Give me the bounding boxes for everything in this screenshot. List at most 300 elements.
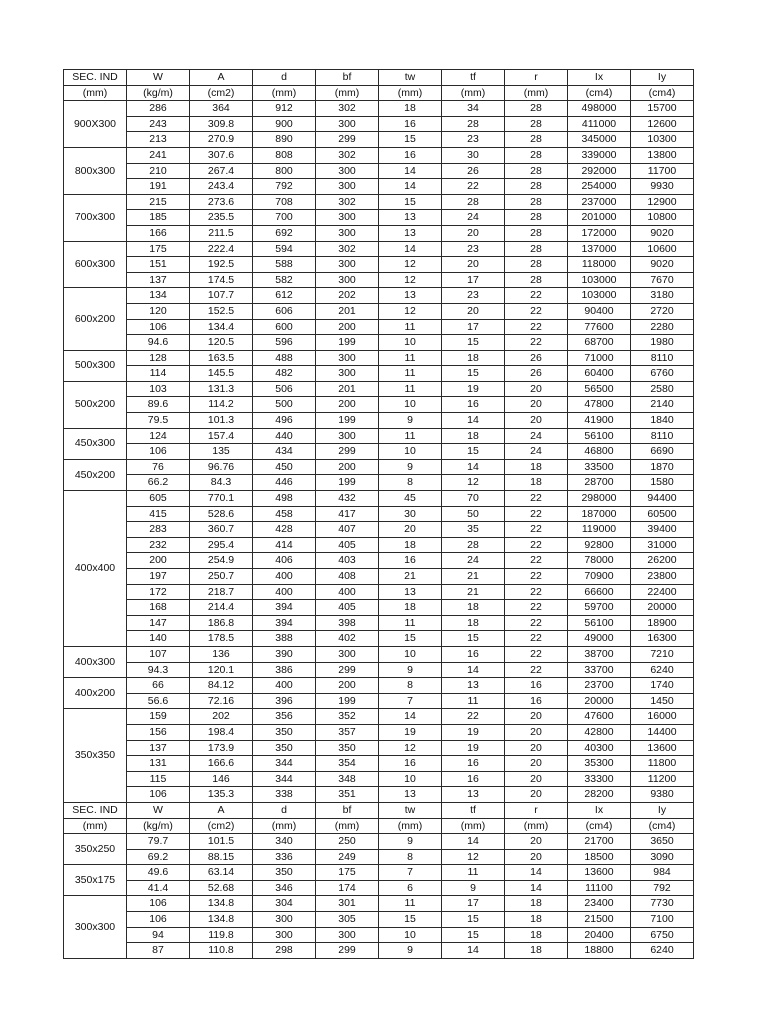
table-cell: 612 (253, 288, 316, 304)
table-cell: 186.8 (190, 615, 253, 631)
table-cell: 21 (442, 569, 505, 585)
table-cell: 506 (253, 381, 316, 397)
table-cell: 299 (316, 444, 379, 460)
table-cell: 11 (379, 319, 442, 335)
table-cell: 2720 (631, 303, 694, 319)
table-cell: 22 (505, 600, 568, 616)
table-row (64, 584, 694, 600)
table-cell: 47800 (568, 397, 631, 413)
table-cell: 708 (253, 194, 316, 210)
table-cell: 16 (505, 693, 568, 709)
table-cell: 21 (379, 569, 442, 585)
table-cell: 79.7 (127, 834, 190, 850)
table-cell: 808 (253, 147, 316, 163)
table-row (64, 834, 694, 850)
table-cell: 20 (442, 225, 505, 241)
table-cell: 92800 (568, 537, 631, 553)
table-cell: 22 (505, 319, 568, 335)
table-cell: 18 (442, 428, 505, 444)
table-cell: 13 (379, 225, 442, 241)
table-row (64, 257, 694, 273)
table-cell: 304 (253, 896, 316, 912)
table-cell: 96.76 (190, 459, 253, 475)
table-cell: 270.9 (190, 132, 253, 148)
table-cell: 11 (379, 615, 442, 631)
table-cell: 13800 (631, 147, 694, 163)
table-cell: 213 (127, 132, 190, 148)
table-cell: 22 (442, 179, 505, 195)
table-cell: 14 (442, 459, 505, 475)
table-cell: 10 (379, 771, 442, 787)
table-cell: 94 (127, 927, 190, 943)
table-cell: 338 (253, 787, 316, 803)
table-cell: 3180 (631, 288, 694, 304)
table-cell: 28 (505, 179, 568, 195)
table-cell: 300 (316, 646, 379, 662)
table-row (64, 366, 694, 382)
table-cell: 94400 (631, 491, 694, 507)
table-cell: 770.1 (190, 491, 253, 507)
table-cell: 26 (505, 350, 568, 366)
table-cell: 394 (253, 615, 316, 631)
table-cell: 7210 (631, 646, 694, 662)
table-cell: 20 (505, 771, 568, 787)
table-cell: 14 (442, 413, 505, 429)
table-cell: 2280 (631, 319, 694, 335)
table-cell: 14 (379, 179, 442, 195)
table-cell: 405 (316, 600, 379, 616)
unit-header: (mm) (505, 85, 568, 101)
table-cell: 22 (505, 569, 568, 585)
unit-header: (mm) (64, 85, 127, 101)
table-row (64, 272, 694, 288)
table-cell: 344 (253, 756, 316, 772)
table-cell: 900 (253, 116, 316, 132)
table-cell: 71000 (568, 350, 631, 366)
table-cell: 11 (379, 428, 442, 444)
table-cell: 21500 (568, 912, 631, 928)
table-cell: 119.8 (190, 927, 253, 943)
table-cell: 340 (253, 834, 316, 850)
table-cell: 70900 (568, 569, 631, 585)
table-cell: 22 (505, 506, 568, 522)
column-header: Ix (568, 70, 631, 86)
table-cell: 56100 (568, 428, 631, 444)
table-cell: 350 (253, 865, 316, 881)
table-cell: 49000 (568, 631, 631, 647)
unit-header: (mm) (316, 85, 379, 101)
table-cell: 23 (442, 288, 505, 304)
table-cell: 11 (442, 693, 505, 709)
table-cell: 594 (253, 241, 316, 257)
table-cell: 19 (442, 724, 505, 740)
table-cell: 185 (127, 210, 190, 226)
table-cell: 159 (127, 709, 190, 725)
table-cell: 890 (253, 132, 316, 148)
table-cell: 87 (127, 943, 190, 959)
table-cell: 15 (379, 194, 442, 210)
section-designation: 350x175 (64, 865, 127, 896)
table-cell: 22 (505, 288, 568, 304)
table-cell: 173.9 (190, 740, 253, 756)
table-cell: 1740 (631, 678, 694, 694)
table-cell: 364 (190, 101, 253, 117)
table-row (64, 693, 694, 709)
table-cell: 22 (505, 303, 568, 319)
table-row (64, 537, 694, 553)
table-cell: 396 (253, 693, 316, 709)
table-cell: 406 (253, 553, 316, 569)
table-cell: 300 (316, 366, 379, 382)
table-cell: 18 (379, 537, 442, 553)
table-cell: 28 (505, 132, 568, 148)
table-cell: 10 (379, 335, 442, 351)
table-cell: 199 (316, 413, 379, 429)
table-cell: 106 (127, 896, 190, 912)
table-cell: 1450 (631, 693, 694, 709)
table-cell: 22400 (631, 584, 694, 600)
table-cell: 137 (127, 740, 190, 756)
section-designation: 400x300 (64, 646, 127, 677)
table-cell: 16 (442, 646, 505, 662)
table-cell: 600 (253, 319, 316, 335)
table-cell: 20 (442, 303, 505, 319)
table-cell: 18 (505, 475, 568, 491)
unit-header: (cm4) (568, 818, 631, 834)
table-cell: 49.6 (127, 865, 190, 881)
table-cell: 11 (442, 865, 505, 881)
unit-header: (mm) (379, 818, 442, 834)
section-designation: 350x250 (64, 834, 127, 865)
table-cell: 13600 (568, 865, 631, 881)
section-properties-sheet (63, 69, 693, 959)
table-cell: 28 (505, 116, 568, 132)
table-cell: 15 (442, 366, 505, 382)
table-cell: 35 (442, 522, 505, 538)
table-row (64, 912, 694, 928)
table-cell: 984 (631, 865, 694, 881)
table-row (64, 849, 694, 865)
section-designation: 500x200 (64, 381, 127, 428)
table-cell: 41900 (568, 413, 631, 429)
table-cell: 63.14 (190, 865, 253, 881)
table-cell: 250.7 (190, 569, 253, 585)
table-cell: 309.8 (190, 116, 253, 132)
unit-header: (cm4) (631, 818, 694, 834)
table-cell: 135.3 (190, 787, 253, 803)
table-row (64, 709, 694, 725)
table-cell: 28 (442, 194, 505, 210)
table-cell: 134 (127, 288, 190, 304)
table-cell: 528.6 (190, 506, 253, 522)
table-cell: 15 (442, 631, 505, 647)
table-cell: 172000 (568, 225, 631, 241)
table-cell: 211.5 (190, 225, 253, 241)
table-cell: 24 (505, 428, 568, 444)
table-cell: 408 (316, 569, 379, 585)
table-cell: 20 (505, 381, 568, 397)
table-cell: 18800 (568, 943, 631, 959)
table-cell: 24 (442, 210, 505, 226)
table-cell: 12 (379, 257, 442, 273)
table-cell: 13 (379, 210, 442, 226)
table-cell: 52.68 (190, 880, 253, 896)
table-cell: 15 (442, 927, 505, 943)
table-cell: 33700 (568, 662, 631, 678)
table-cell: 300 (316, 116, 379, 132)
table-cell: 302 (316, 101, 379, 117)
table-cell: 120.5 (190, 335, 253, 351)
unit-header: (mm) (505, 818, 568, 834)
table-cell: 400 (253, 678, 316, 694)
table-cell: 10800 (631, 210, 694, 226)
table-cell: 28 (505, 257, 568, 273)
table-row (64, 522, 694, 538)
table-cell: 79.5 (127, 413, 190, 429)
table-cell: 18 (442, 350, 505, 366)
column-header: W (127, 802, 190, 818)
table-cell: 300 (253, 912, 316, 928)
table-cell: 300 (316, 272, 379, 288)
table-row (64, 678, 694, 694)
table-cell: 22 (505, 662, 568, 678)
table-cell: 33500 (568, 459, 631, 475)
table-cell: 21700 (568, 834, 631, 850)
column-header: tf (442, 70, 505, 86)
table-cell: 7670 (631, 272, 694, 288)
table-row (64, 319, 694, 335)
table-cell: 20 (505, 397, 568, 413)
table-row (64, 428, 694, 444)
table-cell: 60400 (568, 366, 631, 382)
section-designation: 400x400 (64, 491, 127, 647)
table-cell: 283 (127, 522, 190, 538)
table-cell: 605 (127, 491, 190, 507)
table-cell: 22 (505, 335, 568, 351)
table-cell: 386 (253, 662, 316, 678)
table-cell: 66 (127, 678, 190, 694)
table-row (64, 865, 694, 881)
table-cell: 11 (379, 350, 442, 366)
section-designation: 900X300 (64, 101, 127, 148)
unit-header: (cm2) (190, 85, 253, 101)
table-cell: 20 (505, 413, 568, 429)
table-cell: 178.5 (190, 631, 253, 647)
table-cell: 351 (316, 787, 379, 803)
table-cell: 103000 (568, 288, 631, 304)
table-cell: 300 (316, 927, 379, 943)
table-row (64, 350, 694, 366)
table-cell: 106 (127, 319, 190, 335)
table-cell: 198.4 (190, 724, 253, 740)
table-cell: 28 (505, 194, 568, 210)
table-cell: 336 (253, 849, 316, 865)
table-cell: 77600 (568, 319, 631, 335)
table-cell: 89.6 (127, 397, 190, 413)
table-cell: 22 (505, 584, 568, 600)
table-cell: 18 (442, 600, 505, 616)
table-cell: 66.2 (127, 475, 190, 491)
table-cell: 22 (505, 522, 568, 538)
table-cell: 407 (316, 522, 379, 538)
table-cell: 300 (316, 257, 379, 273)
table-cell: 192.5 (190, 257, 253, 273)
table-cell: 11200 (631, 771, 694, 787)
table-row (64, 116, 694, 132)
table-cell: 47600 (568, 709, 631, 725)
table-row (64, 132, 694, 148)
table-cell: 243 (127, 116, 190, 132)
table-cell: 30 (442, 147, 505, 163)
table-cell: 128 (127, 350, 190, 366)
table-cell: 15 (442, 335, 505, 351)
column-header: Ix (568, 802, 631, 818)
table-row (64, 943, 694, 959)
table-cell: 199 (316, 693, 379, 709)
unit-header: (mm) (379, 85, 442, 101)
column-header: tw (379, 802, 442, 818)
column-header: d (253, 70, 316, 86)
column-header: SEC. IND (64, 70, 127, 86)
table-cell: 8 (379, 678, 442, 694)
table-cell: 120.1 (190, 662, 253, 678)
table-cell: 14 (379, 709, 442, 725)
table-row (64, 756, 694, 772)
table-cell: 15 (379, 912, 442, 928)
table-cell: 23800 (631, 569, 694, 585)
table-cell: 428 (253, 522, 316, 538)
table-cell: 402 (316, 631, 379, 647)
table-cell: 8110 (631, 428, 694, 444)
table-cell: 41.4 (127, 880, 190, 896)
table-cell: 12 (379, 303, 442, 319)
table-cell: 199 (316, 475, 379, 491)
table-cell: 94.3 (127, 662, 190, 678)
table-row (64, 179, 694, 195)
table-cell: 12 (379, 740, 442, 756)
table-cell: 11100 (568, 880, 631, 896)
table-cell: 200 (316, 459, 379, 475)
table-cell: 411000 (568, 116, 631, 132)
table-cell: 307.6 (190, 147, 253, 163)
table-cell: 163.5 (190, 350, 253, 366)
table-cell: 16 (379, 553, 442, 569)
table-row (64, 896, 694, 912)
table-cell: 405 (316, 537, 379, 553)
table-cell: 13600 (631, 740, 694, 756)
column-header: tw (379, 70, 442, 86)
unit-header: (mm) (316, 818, 379, 834)
table-cell: 498000 (568, 101, 631, 117)
table-cell: 400 (316, 584, 379, 600)
table-cell: 18900 (631, 615, 694, 631)
section-designation: 350x350 (64, 709, 127, 803)
table-cell: 9 (379, 413, 442, 429)
table-cell: 152.5 (190, 303, 253, 319)
table-cell: 18 (505, 912, 568, 928)
table-row (64, 553, 694, 569)
table-cell: 131 (127, 756, 190, 772)
table-cell: 66600 (568, 584, 631, 600)
table-cell: 201 (316, 303, 379, 319)
table-cell: 692 (253, 225, 316, 241)
table-cell: 18 (379, 600, 442, 616)
table-cell: 72.16 (190, 693, 253, 709)
table-cell: 18 (442, 615, 505, 631)
table-cell: 16 (379, 116, 442, 132)
table-cell: 13 (442, 678, 505, 694)
table-cell: 300 (316, 225, 379, 241)
table-cell: 23700 (568, 678, 631, 694)
table-cell: 417 (316, 506, 379, 522)
table-cell: 200 (316, 397, 379, 413)
table-cell: 76 (127, 459, 190, 475)
table-row (64, 600, 694, 616)
table-row (64, 381, 694, 397)
table-cell: 14400 (631, 724, 694, 740)
table-cell: 175 (127, 241, 190, 257)
table-row (64, 210, 694, 226)
table-row (64, 147, 694, 163)
table-cell: 14 (442, 662, 505, 678)
table-cell: 106 (127, 912, 190, 928)
table-cell: 18 (505, 943, 568, 959)
table-cell: 354 (316, 756, 379, 772)
table-cell: 22 (505, 615, 568, 631)
table-cell: 432 (316, 491, 379, 507)
table-cell: 7730 (631, 896, 694, 912)
table-cell: 302 (316, 241, 379, 257)
table-cell: 166.6 (190, 756, 253, 772)
table-cell: 299 (316, 132, 379, 148)
table-cell: 28 (505, 101, 568, 117)
table-row (64, 506, 694, 522)
table-cell: 400 (253, 584, 316, 600)
table-cell: 20 (505, 834, 568, 850)
table-cell: 13 (379, 288, 442, 304)
table-row (64, 288, 694, 304)
table-cell: 187000 (568, 506, 631, 522)
table-row (64, 241, 694, 257)
table-cell: 200 (316, 678, 379, 694)
table-cell: 606 (253, 303, 316, 319)
table-cell: 22 (505, 631, 568, 647)
table-cell: 414 (253, 537, 316, 553)
table-cell: 254000 (568, 179, 631, 195)
table-cell: 90400 (568, 303, 631, 319)
table-cell: 35300 (568, 756, 631, 772)
table-cell: 16 (379, 147, 442, 163)
table-cell: 146 (190, 771, 253, 787)
table-cell: 14 (505, 880, 568, 896)
column-header: A (190, 70, 253, 86)
table-cell: 9 (442, 880, 505, 896)
table-cell: 249 (316, 849, 379, 865)
table-cell: 14 (505, 865, 568, 881)
table-cell: 8 (379, 849, 442, 865)
table-row (64, 646, 694, 662)
table-cell: 9 (379, 834, 442, 850)
table-cell: 174.5 (190, 272, 253, 288)
table-cell: 101.5 (190, 834, 253, 850)
table-cell: 357 (316, 724, 379, 740)
table-cell: 9930 (631, 179, 694, 195)
table-cell: 199 (316, 335, 379, 351)
table-cell: 56.6 (127, 693, 190, 709)
table-cell: 14 (442, 834, 505, 850)
table-cell: 172 (127, 584, 190, 600)
table-cell: 301 (316, 896, 379, 912)
